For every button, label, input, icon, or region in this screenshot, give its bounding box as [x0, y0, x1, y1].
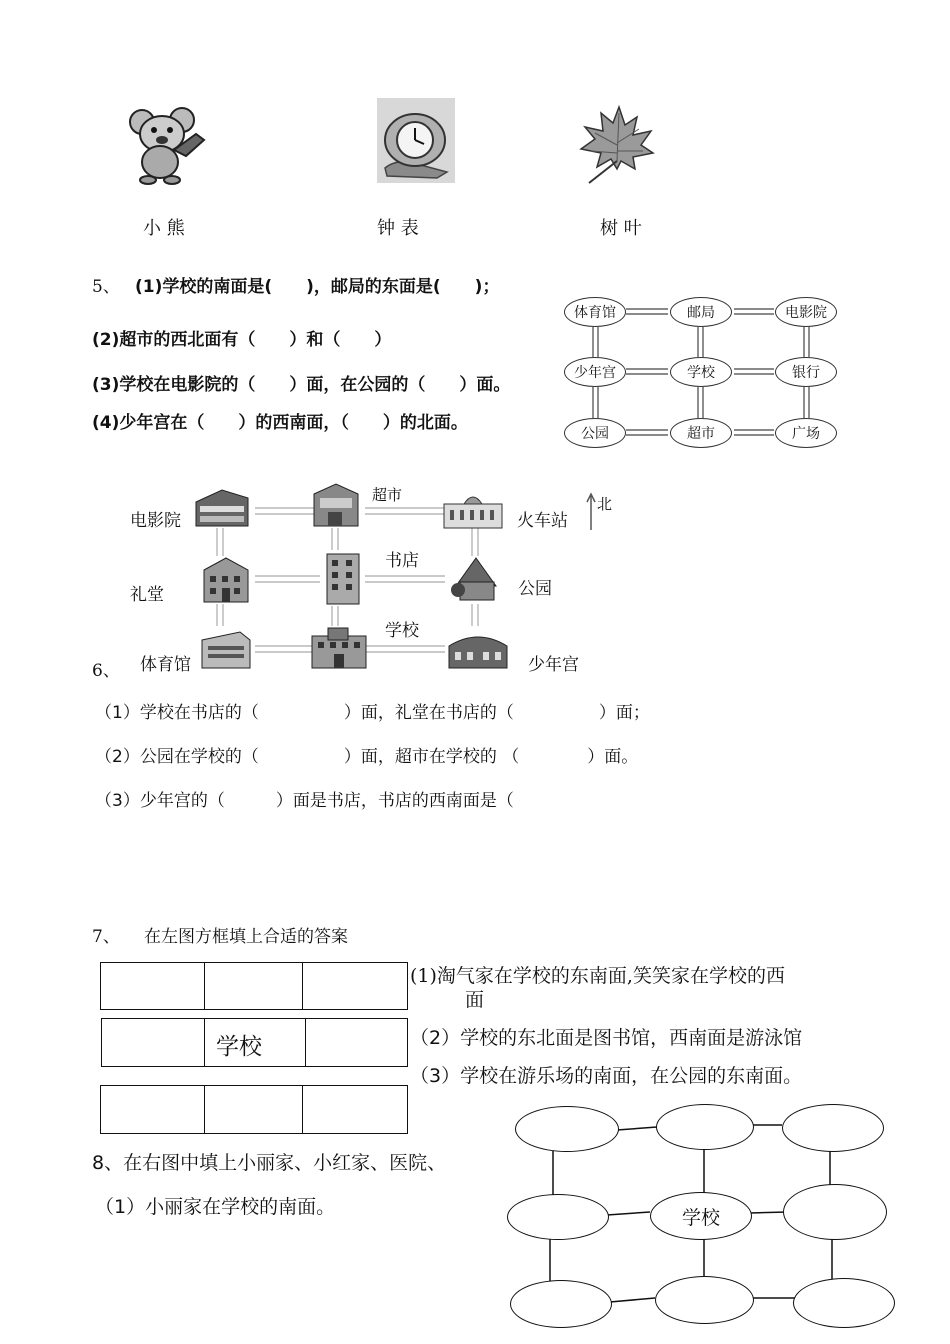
q8-title: 8、在右图中填上小丽家、小红家、医院、: [92, 1152, 447, 1174]
map-node-park: 公园: [564, 418, 626, 448]
bear-label: 小 熊: [143, 218, 185, 239]
q5-line-4: (4)少年宫在（ ）的西南面，（ ）的北面。: [92, 413, 468, 433]
label-hall: 礼堂: [130, 585, 164, 605]
q8-oval-top-left: [515, 1106, 619, 1152]
q7-clue-3: （3）学校在游乐场的南面，在公园的东南面。: [410, 1065, 803, 1087]
q8-oval-bottom-right: [793, 1278, 895, 1328]
map-node-bank: 银行: [775, 357, 837, 387]
label-cinema: 电影院: [130, 511, 181, 531]
map-node-cinema: 电影院: [775, 297, 837, 327]
map-node-square: 广场: [775, 418, 837, 448]
q6-line-1: （1）学校在书店的（ ）面，礼堂在书店的（ ）面；: [95, 703, 650, 723]
q7-clue-2: （2）学校的东北面是图书馆，西南面是游泳馆: [410, 1027, 803, 1049]
q8-oval-mid-left: [507, 1194, 609, 1240]
clock-label: 钟 表: [377, 218, 419, 239]
q5-line-1: (1)学校的南面是( )，邮局的东面是( )；: [135, 277, 500, 297]
q6-line-2: （2）公园在学校的（ ）面，超市在学校的 （ ）面。: [95, 747, 639, 767]
label-supermarket: 超市: [372, 486, 403, 504]
q5-line-2: (2)超市的西北面有（ ）和（ ）: [92, 330, 392, 350]
label-bookstore: 书店: [385, 551, 419, 571]
map-node-supermarket: 超市: [670, 418, 732, 448]
leaf-label: 树 叶: [600, 218, 642, 239]
q6-number: 6、: [92, 661, 120, 681]
q6-line-3: （3）少年宫的（ ）面是书店，书店的西南面是（: [95, 791, 514, 811]
q8-line-1: （1）小丽家在学校的南面。: [95, 1196, 336, 1218]
q5-number: 5、: [92, 277, 120, 297]
map-node-post-office: 邮局: [670, 297, 732, 327]
q7-center-school: 学校: [216, 1034, 262, 1060]
q7-title: 在左图方框填上合适的答案: [144, 927, 348, 947]
label-youth-palace: 少年宫: [528, 655, 579, 675]
q5-line-3: (3)学校在电影院的（ ）面，在公园的（ ）面。: [92, 375, 511, 395]
q7-clue-1: (1)淘气家在学校的东南面,笑笑家在学校的西: [410, 965, 785, 987]
q8-oval-top-center: [656, 1104, 754, 1150]
q8-oval-bottom-left: [510, 1280, 612, 1328]
q8-oval-center-school: [650, 1192, 752, 1240]
map-node-gym: 体育馆: [564, 297, 626, 327]
label-station: 火车站: [517, 511, 568, 531]
north-label: 北: [597, 495, 613, 513]
label-park: 公园: [518, 579, 552, 599]
map-node-youth-palace: 少年宫: [564, 357, 626, 387]
q7-number: 7、: [92, 927, 120, 947]
q8-oval-top-right: [782, 1104, 884, 1152]
map-node-school: 学校: [670, 357, 732, 387]
q7-clue-1-cont: 面: [465, 989, 485, 1011]
q8-oval-bottom-center: [655, 1276, 754, 1324]
label-gym: 体育馆: [140, 655, 191, 675]
q8-oval-mid-right: [783, 1184, 887, 1240]
q8-center-school-label: 学校: [681, 1206, 720, 1229]
label-school: 学校: [385, 621, 419, 641]
